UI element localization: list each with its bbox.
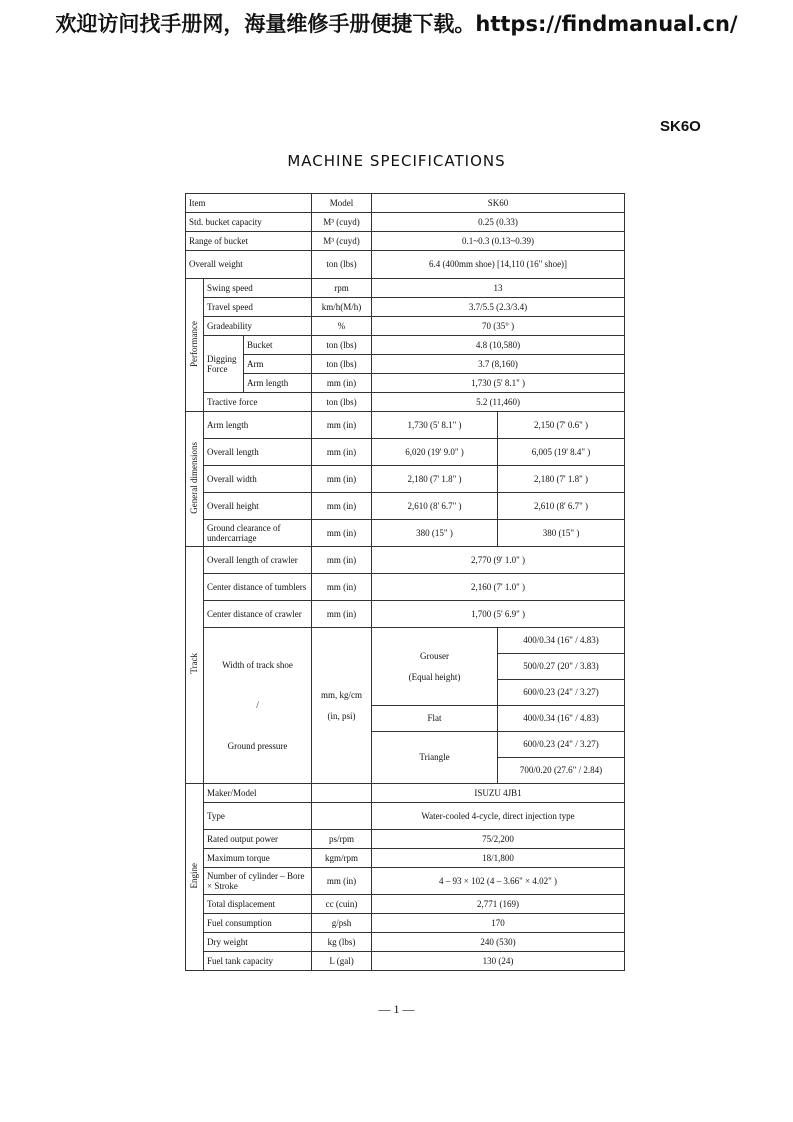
row-item: Maker/Model [204,784,312,803]
row-item: Ground clearance of undercarriage [204,520,312,547]
table-row [186,439,625,466]
grouser-label-line-1: Grouser [420,651,450,662]
group-label-track [186,547,204,784]
table-row [186,547,625,574]
shoe-value-b: (16" / 4.83) [557,635,599,646]
row-item: Arm [244,355,312,374]
shoe-value-b: (16" / 4.83) [557,713,599,724]
row-value: 3.7/5.5 (2.3/3.4) [372,298,625,317]
group-label-performance [186,279,204,412]
row-value-b: 380 (15" ) [498,520,625,547]
table-row [186,784,625,803]
header-row [186,194,625,213]
row-value: 13 [372,279,625,298]
shoe-value-b: (20" / 3.83) [557,661,599,672]
flat-value [498,706,625,732]
row-item: Travel speed [204,298,312,317]
track-shoe-unit-line-1: mm, kg/cm [321,690,363,701]
row-value-b: 2,150 (7' 0.6" ) [498,412,625,439]
grouser-label [372,628,498,706]
row-value: 0.25 (0.33) [372,213,625,232]
group-label-general [186,412,204,547]
row-unit: M³ (cuyd) [312,213,372,232]
row-unit: ton (lbs) [312,393,372,412]
row-unit: g/psh [312,914,372,933]
row-unit: mm (in) [312,493,372,520]
row-item: Overall height [204,493,312,520]
row-value: 70 (35° ) [372,317,625,336]
row-item: Center distance of tumblers [204,574,312,601]
table-row [186,601,625,628]
table-row [186,355,625,374]
table-row [186,466,625,493]
row-unit: kgm/rpm [312,849,372,868]
row-unit: % [312,317,372,336]
row-unit: km/h(M/h) [312,298,372,317]
table-row [186,374,625,393]
track-shoe-width-label: Width of track shoe [222,659,293,670]
table-row [186,868,625,895]
table-row [186,914,625,933]
digging-force-label: Digging Force [204,336,244,393]
row-value-a: 1,730 (5' 8.1" ) [372,412,498,439]
table-row [186,251,625,279]
row-value: 1,700 (5' 6.9" ) [372,601,625,628]
table-row [186,520,625,547]
row-item: Overall width [204,466,312,493]
row-unit: ton (lbs) [312,251,372,279]
row-value-a: 6,020 (19' 9.0" ) [372,439,498,466]
row-item: Rated output power [204,830,312,849]
model-tag: SK6O [660,118,701,135]
row-unit: rpm [312,279,372,298]
row-value-b: 2,180 (7' 1.8" ) [498,466,625,493]
shoe-value-a: 600/0.23 [523,687,556,698]
row-value: 2,770 (9' 1.0" ) [372,547,625,574]
row-item: Maximum torque [204,849,312,868]
row-item: Arm length [204,412,312,439]
row-value: 170 [372,914,625,933]
triangle-value [498,758,625,784]
row-unit [312,803,372,830]
row-unit: mm (in) [312,466,372,493]
row-item: Center distance of crawler [204,601,312,628]
row-unit: L (gal) [312,952,372,971]
row-item: Arm length [244,374,312,393]
row-value: 18/1,800 [372,849,625,868]
group-label-text: General dimensions [189,441,200,514]
row-value: 4 – 93 × 102 (4 – 3.66" × 4.02" ) [372,868,625,895]
table-row [186,298,625,317]
track-shoe-item [204,628,312,784]
table-row [186,574,625,601]
table-row [186,279,625,298]
flat-label: Flat [372,706,498,732]
row-value-a: 2,180 (7' 1.8" ) [372,466,498,493]
row-item: Std. bucket capacity [186,213,312,232]
row-item: Total displacement [204,895,312,914]
row-value: 240 (530) [372,933,625,952]
table-row [186,895,625,914]
row-value: 5.2 (11,460) [372,393,625,412]
row-value: Water-cooled 4-cycle, direct injection type [372,803,625,830]
row-unit: ton (lbs) [312,336,372,355]
table-row [186,336,625,355]
grouser-value [498,654,625,680]
row-item: Overall length of crawler [204,547,312,574]
shoe-value-a: 400/0.34 [523,713,556,724]
row-item: Range of bucket [186,232,312,251]
row-item: Tractive force [204,393,312,412]
table-row [186,412,625,439]
row-unit: mm (in) [312,547,372,574]
row-unit: M³ (cuyd) [312,232,372,251]
row-unit: mm (in) [312,601,372,628]
table-row [186,849,625,868]
shoe-value-a: 500/0.27 [523,661,556,672]
table-row [186,232,625,251]
row-value: 2,160 (7' 1.0" ) [372,574,625,601]
grouser-value [498,680,625,706]
row-unit [312,784,372,803]
row-unit: kg (lbs) [312,933,372,952]
group-label-text: Performance [189,320,200,367]
table-row [186,803,625,830]
row-value-b: 2,610 (8' 6.7" ) [498,493,625,520]
row-unit: mm (in) [312,868,372,895]
table-row [186,317,625,336]
row-value: 75/2,200 [372,830,625,849]
row-item: Gradeability [204,317,312,336]
row-unit: mm (in) [312,412,372,439]
row-value: 4.8 (10,580) [372,336,625,355]
row-value-a: 380 (15" ) [372,520,498,547]
track-shoe-unit [312,628,372,784]
spec-table [185,193,625,971]
row-item: Type [204,803,312,830]
header-item: Item [186,194,312,213]
row-value: 3.7 (8,160) [372,355,625,374]
shoe-value-b: (27.6" / 2.84) [553,765,603,776]
table-row [186,393,625,412]
table-row [186,213,625,232]
row-unit: cc (cuin) [312,895,372,914]
table-row [186,933,625,952]
row-item: Swing speed [204,279,312,298]
shoe-value-a: 400/0.34 [523,635,556,646]
row-value-a: 2,610 (8' 6.7" ) [372,493,498,520]
row-item: Number of cylinder – Bore × Stroke [204,868,312,895]
row-value-b: 6,005 (19' 8.4" ) [498,439,625,466]
row-unit: mm (in) [312,520,372,547]
header-model: SK60 [372,194,625,213]
row-unit: mm (in) [312,574,372,601]
row-unit: mm (in) [312,439,372,466]
row-item: Fuel consumption [204,914,312,933]
shoe-value-b: (24" / 3.27) [557,739,599,750]
shoe-value-b: (24" / 3.27) [557,687,599,698]
shoe-value-a: 600/0.23 [523,739,556,750]
row-value: 130 (24) [372,952,625,971]
grouser-label-line-2: (Equal height) [408,671,461,682]
row-item: Overall length [204,439,312,466]
track-shoe-unit-line-2: (in, psi) [327,710,356,721]
shoe-value-a: 700/0.20 [519,765,552,776]
triangle-label: Triangle [372,732,498,784]
row-item: Fuel tank capacity [204,952,312,971]
row-value: ISUZU 4JB1 [372,784,625,803]
row-unit: ps/rpm [312,830,372,849]
row-value: 1,730 (5' 8.1" ) [372,374,625,393]
row-item: Overall weight [186,251,312,279]
table-row [186,830,625,849]
table-row [186,493,625,520]
header-unit: Model [312,194,372,213]
row-unit: mm (in) [312,374,372,393]
track-shoe-separator: / [256,700,259,711]
row-value: 0.1~0.3 (0.13~0.39) [372,232,625,251]
group-label-engine [186,784,204,971]
page-number: — 1 — [378,1002,415,1016]
grouser-value [498,628,625,654]
group-label-text: Track [189,653,200,675]
row-value: 6.4 (400mm shoe) [14,110 (16" shoe)] [372,251,625,279]
table-row [186,628,625,654]
page-title: MACHINE SPECIFICATIONS [287,152,506,170]
row-item: Bucket [244,336,312,355]
ground-pressure-label: Ground pressure [227,740,288,751]
group-label-text: Engine [189,863,200,889]
site-banner: 欢迎访问找手册网，海量维修手册便捷下载。https://findmanual.cn/ [55,12,738,36]
triangle-value [498,732,625,758]
table-row [186,952,625,971]
row-item: Dry weight [204,933,312,952]
row-value: 2,771 (169) [372,895,625,914]
row-unit: ton (lbs) [312,355,372,374]
